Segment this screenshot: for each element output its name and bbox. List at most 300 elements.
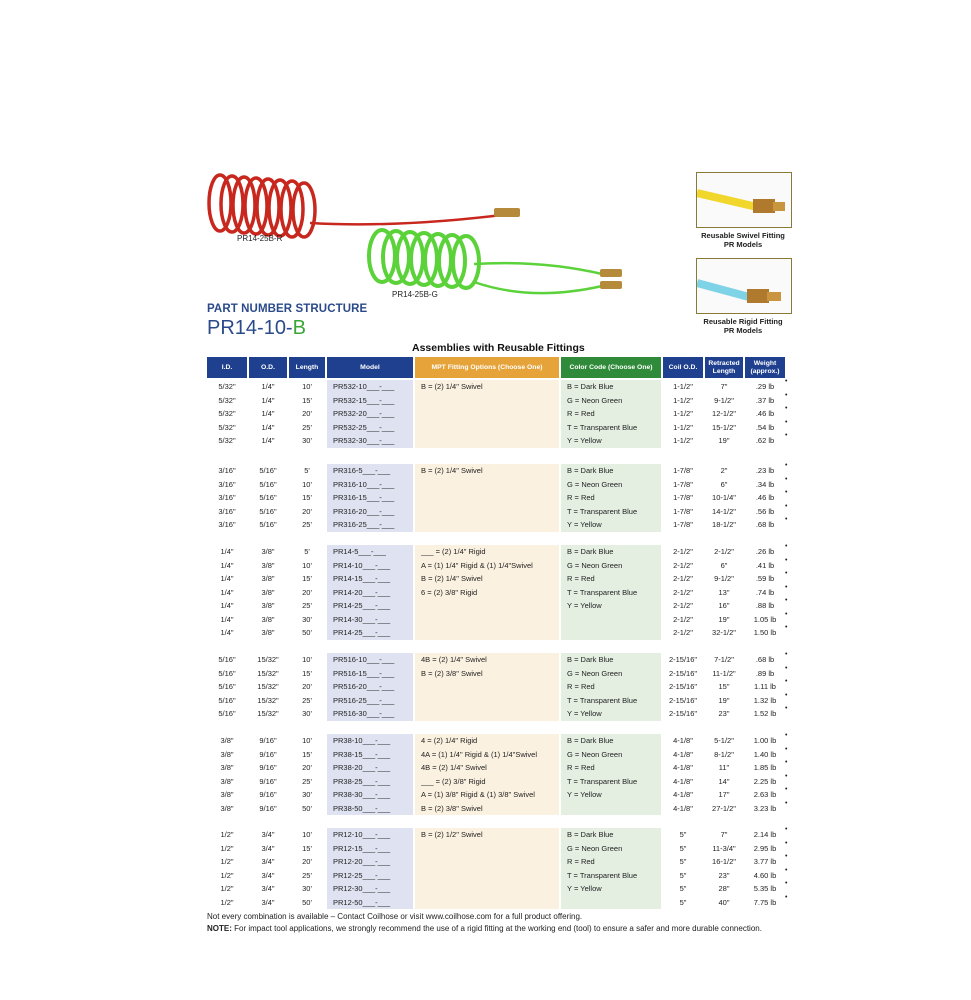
cell-coil: 1-1/2": [673, 382, 693, 391]
cell-retracted: 23": [718, 709, 730, 718]
cell-weight: 1.85 lb: [753, 763, 777, 772]
table-group: [207, 828, 789, 909]
cell-model: PR38-25___-___: [327, 775, 413, 789]
cell-model: PR316-5___-___: [327, 464, 413, 478]
cell-length: 20': [302, 763, 312, 772]
cell-od: 9/16": [259, 749, 277, 759]
table-row: [207, 664, 789, 681]
cell-id: 5/16": [218, 682, 236, 691]
cell-coil: 2-1/2": [673, 628, 693, 637]
row-marker: •: [785, 597, 788, 604]
table-row: [207, 893, 789, 910]
table-row: [207, 502, 789, 519]
cell-weight: 1.00 lb: [753, 736, 777, 745]
color-option: G = Neon Green: [567, 668, 623, 678]
cell-od: 9/16": [259, 763, 277, 772]
cell-length: 5': [304, 547, 310, 556]
cell-id: 5/32": [218, 395, 236, 405]
cell-coil: 4-1/8": [673, 776, 693, 786]
cell-coil: 4-1/8": [673, 790, 693, 799]
row-marker: •: [785, 826, 788, 833]
cell-id: 3/16": [218, 466, 236, 475]
col-header-retracted: Retracted Length: [705, 357, 743, 378]
cell-coil: 2-1/2": [673, 601, 693, 610]
row-marker: •: [785, 745, 788, 753]
mpt-option: B = (2) 1/2" Swivel: [421, 830, 483, 839]
cell-length: 25': [302, 870, 312, 880]
color-option: B = Dark Blue: [567, 655, 614, 664]
cell-model: PR516-25___-___: [327, 694, 413, 708]
color-option: G = Neon Green: [567, 395, 623, 405]
row-marker: •: [785, 799, 788, 807]
cell-model: PR316-25___-___: [327, 518, 413, 532]
cell-id: 3/8": [220, 776, 234, 786]
table-row: [207, 626, 789, 640]
cell-retracted: 2": [720, 466, 728, 475]
row-marker: •: [785, 691, 788, 699]
row-marker: •: [785, 475, 788, 483]
cell-coil: 4-1/8": [673, 803, 693, 813]
cell-coil: 5": [679, 857, 687, 866]
table-row: [207, 882, 789, 896]
table-row: [207, 866, 789, 883]
color-option: T = Transparent Blue: [567, 506, 638, 516]
cell-coil: 5": [679, 870, 687, 880]
cell-coil: 1-1/2": [673, 409, 693, 418]
availability-note: Not every combination is available – Contact Coilhose or visit www.coilhose.com for a full product offering.: [207, 912, 583, 921]
table-row: [207, 761, 789, 775]
cell-model: PR316-10___-___: [327, 478, 413, 492]
cell-length: 30': [302, 709, 312, 718]
row-marker: •: [785, 705, 788, 712]
table-row: [207, 653, 789, 667]
row-marker: •: [785, 378, 788, 385]
cell-coil: 2-1/2": [673, 560, 693, 570]
cell-length: 15': [302, 668, 312, 678]
col-header-od: O.D.: [249, 357, 287, 378]
cell-length: 50': [302, 803, 312, 813]
cell-weight: 1.32 lb: [753, 695, 777, 705]
cell-retracted: 5-1/2": [714, 736, 734, 745]
mpt-option: 4B = (2) 1/4" Swivel: [421, 655, 487, 664]
cell-retracted: 6": [720, 560, 728, 570]
cell-id: 5/32": [218, 436, 236, 445]
cell-od: 15/32": [257, 655, 279, 664]
col-header-id: I.D.: [207, 357, 247, 378]
cell-retracted: 27-1/2": [712, 803, 736, 813]
cell-retracted: 14-1/2": [712, 506, 736, 516]
cell-coil: 2-15/16": [668, 655, 698, 664]
row-marker: •: [785, 893, 788, 901]
mpt-option: 4 = (2) 1/4" Rigid: [421, 736, 478, 745]
row-marker: •: [785, 502, 788, 510]
cell-model: PR14-5___-___: [327, 545, 413, 559]
col-header-weight: Weight (approx.): [745, 357, 785, 378]
cell-length: 15': [302, 395, 312, 405]
row-marker: •: [785, 583, 788, 591]
cell-od: 3/4": [261, 843, 275, 853]
row-marker: •: [785, 664, 788, 672]
col-header-mpt: MPT Fitting Options (Choose One): [415, 357, 559, 378]
cell-weight: 1.11 lb: [754, 682, 776, 691]
cell-model: PR532-15___-___: [327, 394, 413, 408]
cell-model: PR532-10___-___: [327, 380, 413, 394]
cell-od: 15/32": [257, 682, 279, 691]
cell-model: PR38-10___-___: [327, 734, 413, 748]
cell-model: PR532-25___-___: [327, 421, 413, 435]
cell-retracted: 18-1/2": [712, 520, 736, 529]
cell-coil: 1-1/2": [673, 436, 693, 445]
green-hose-label: PR14-25B-G: [392, 290, 438, 299]
cell-retracted: 16": [718, 601, 730, 610]
cell-coil: 5": [679, 830, 687, 839]
cell-id: 5/16": [218, 668, 236, 678]
cell-retracted: 9-1/2": [714, 574, 734, 583]
cell-od: 15/32": [257, 668, 279, 678]
cell-weight: .74 lb: [755, 587, 775, 597]
cell-retracted: 10-1/4": [712, 493, 736, 502]
cell-length: 10': [302, 655, 312, 664]
row-marker: •: [785, 543, 788, 550]
cell-id: 1/4": [220, 587, 234, 597]
cell-retracted: 15-1/2": [712, 422, 736, 432]
cell-od: 3/4": [261, 870, 275, 880]
cell-coil: 1-1/2": [673, 395, 693, 405]
row-marker: •: [785, 489, 788, 496]
cell-coil: 2-15/16": [668, 695, 698, 705]
cell-weight: .46 lb: [755, 409, 775, 418]
cell-length: 25': [302, 776, 312, 786]
table-row: [207, 734, 789, 748]
mpt-option: ___ = (2) 1/4" Rigid: [421, 547, 486, 556]
cell-od: 15/32": [257, 709, 279, 718]
cell-model: PR14-30___-___: [327, 613, 413, 627]
cell-id: 5/16": [218, 695, 236, 705]
cell-length: 30': [302, 436, 312, 445]
cell-model: PR14-10___-___: [327, 559, 413, 573]
cell-weight: .56 lb: [755, 506, 775, 516]
table-row: [207, 680, 789, 694]
cell-retracted: 19": [718, 695, 730, 705]
cell-id: 3/8": [220, 736, 234, 745]
cell-id: 1/2": [220, 843, 234, 853]
cell-id: 1/4": [220, 547, 234, 556]
row-marker: •: [785, 759, 788, 766]
cell-id: 1/4": [220, 628, 234, 637]
table-row: [207, 707, 789, 721]
table-row: [207, 839, 789, 856]
cell-retracted: 23": [718, 870, 730, 880]
cell-weight: 7.75 lb: [753, 897, 777, 907]
cell-coil: 2-1/2": [673, 574, 693, 583]
cell-model: PR38-20___-___: [327, 761, 413, 775]
cell-retracted: 11-3/4": [712, 843, 736, 853]
cell-coil: 4-1/8": [673, 749, 693, 759]
cell-retracted: 32-1/2": [712, 628, 736, 637]
swivel-fitting-caption: Reusable Swivel Fitting PR Models: [701, 231, 785, 249]
cell-weight: .59 lb: [755, 574, 775, 583]
cell-weight: 3.23 lb: [753, 803, 777, 813]
table-title: Assemblies with Reusable Fittings: [412, 342, 585, 354]
cell-coil: 1-7/8": [673, 493, 693, 502]
cell-od: 1/4": [261, 395, 275, 405]
cell-coil: 4-1/8": [673, 736, 693, 745]
cell-length: 25': [302, 520, 312, 529]
impact-tool-note: NOTE: For impact tool applications, we strongly recommend the use of a rigid fitting at the working end (tool) to ensure a safer and more durable connection.: [207, 924, 762, 933]
table-row: [207, 518, 789, 532]
table-group: [207, 734, 789, 815]
cell-od: 3/8": [261, 547, 275, 556]
cell-coil: 2-1/2": [673, 614, 693, 624]
cell-weight: .62 lb: [755, 436, 775, 445]
cell-id: 1/2": [220, 870, 234, 880]
table-row: [207, 391, 789, 408]
color-option: Y = Yellow: [567, 709, 602, 718]
color-option: G = Neon Green: [567, 479, 623, 489]
cell-length: 10': [302, 736, 312, 745]
cell-od: 5/16": [259, 506, 277, 516]
row-marker: •: [785, 405, 788, 412]
cell-od: 9/16": [259, 790, 277, 799]
table-row: [207, 788, 789, 802]
mpt-option: 4B = (2) 1/4" Swivel: [421, 763, 487, 772]
color-option: B = Dark Blue: [567, 736, 614, 745]
cell-retracted: 17": [718, 790, 730, 799]
cell-id: 1/2": [220, 897, 234, 907]
cell-od: 1/4": [261, 436, 275, 445]
cell-od: 3/4": [261, 857, 275, 866]
table-row: [207, 464, 789, 478]
table-row: [207, 380, 789, 394]
color-option: R = Red: [567, 857, 595, 866]
cell-length: 30': [302, 614, 312, 624]
mpt-option: 6 = (2) 3/8" Rigid: [421, 587, 478, 597]
cell-weight: .54 lb: [755, 422, 775, 432]
table-row: [207, 572, 789, 586]
cell-od: 5/16": [259, 520, 277, 529]
color-option: T = Transparent Blue: [567, 587, 638, 597]
cell-weight: .26 lb: [755, 547, 775, 556]
cell-id: 1/4": [220, 574, 234, 583]
cell-od: 3/4": [261, 897, 275, 907]
cell-model: PR12-25___-___: [327, 869, 413, 883]
cell-retracted: 2-1/2": [714, 547, 734, 556]
color-option: R = Red: [567, 493, 595, 502]
cell-model: PR38-50___-___: [327, 802, 413, 816]
color-option: G = Neon Green: [567, 560, 623, 570]
table-row: [207, 772, 789, 789]
cell-model: PR516-10___-___: [327, 653, 413, 667]
cell-model: PR12-50___-___: [327, 896, 413, 910]
table-row: [207, 828, 789, 842]
cell-coil: 1-7/8": [673, 466, 693, 475]
color-option: B = Dark Blue: [567, 547, 614, 556]
cell-length: 20': [302, 587, 312, 597]
color-option: T = Transparent Blue: [567, 776, 638, 786]
cell-od: 9/16": [259, 736, 277, 745]
cell-od: 3/8": [261, 628, 275, 637]
col-header-coil: Coil O.D.: [663, 357, 703, 378]
cell-length: 10': [302, 830, 312, 839]
cell-length: 50': [302, 628, 312, 637]
cell-od: 5/16": [259, 493, 277, 502]
cell-id: 1/4": [220, 614, 234, 624]
cell-coil: 5": [679, 897, 687, 907]
table-row: [207, 855, 789, 869]
cell-length: 25': [302, 422, 312, 432]
row-marker: •: [785, 880, 788, 887]
cell-retracted: 15": [718, 682, 730, 691]
cell-length: 15': [302, 574, 312, 583]
cell-retracted: 9-1/2": [714, 395, 734, 405]
color-option: T = Transparent Blue: [567, 422, 638, 432]
cell-model: PR516-15___-___: [327, 667, 413, 681]
row-marker: •: [785, 610, 788, 618]
table-row: [207, 583, 789, 600]
table-row: [207, 407, 789, 421]
color-option: Y = Yellow: [567, 520, 602, 529]
cell-id: 5/16": [218, 655, 236, 664]
cell-id: 5/32": [218, 409, 236, 418]
table-group: [207, 653, 789, 721]
row-marker: •: [785, 516, 788, 523]
cell-length: 10': [302, 479, 312, 489]
cell-length: 30': [302, 790, 312, 799]
table-group: [207, 464, 789, 532]
cell-retracted: 11": [718, 763, 730, 772]
cell-weight: 1.50 lb: [753, 628, 777, 637]
row-marker: •: [785, 418, 788, 426]
color-option: T = Transparent Blue: [567, 870, 638, 880]
color-option: Y = Yellow: [567, 601, 602, 610]
cell-coil: 2-15/16": [668, 668, 698, 678]
cell-model: PR12-15___-___: [327, 842, 413, 856]
cell-od: 3/8": [261, 560, 275, 570]
color-option: G = Neon Green: [567, 749, 623, 759]
mpt-option: B = (2) 3/8" Swivel: [421, 668, 483, 678]
cell-model: PR14-25___-___: [327, 599, 413, 613]
cell-coil: 1-7/8": [673, 479, 693, 489]
part-number-structure-title: PART NUMBER STRUCTURE: [207, 303, 368, 315]
cell-model: PR12-30___-___: [327, 882, 413, 896]
table-row: [207, 610, 789, 627]
cell-id: 1/4": [220, 601, 234, 610]
cell-length: 20': [302, 409, 312, 418]
cell-retracted: 19": [718, 614, 730, 624]
cell-coil: 1-1/2": [673, 422, 693, 432]
color-option: R = Red: [567, 409, 595, 418]
cell-weight: .89 lb: [755, 668, 775, 678]
color-option: Y = Yellow: [567, 790, 602, 799]
table-row: [207, 545, 789, 559]
row-marker: •: [785, 678, 788, 685]
cell-id: 5/32": [218, 422, 236, 432]
color-option: R = Red: [567, 574, 595, 583]
cell-coil: 2-1/2": [673, 587, 693, 597]
row-marker: •: [785, 570, 788, 577]
cell-weight: .68 lb: [755, 655, 775, 664]
cell-id: 1/2": [220, 857, 234, 866]
row-marker: •: [785, 556, 788, 564]
cell-length: 10': [302, 382, 312, 391]
cell-model: PR12-20___-___: [327, 855, 413, 869]
cell-id: 1/2": [220, 830, 234, 839]
mpt-option: ___ = (2) 3/8" Rigid: [421, 776, 486, 786]
cell-retracted: 12-1/2": [712, 409, 736, 418]
mpt-option: A = (1) 1/4" Rigid & (1) 1/4"Swivel: [421, 560, 533, 570]
color-option: T = Transparent Blue: [567, 695, 638, 705]
cell-retracted: 7": [720, 830, 728, 839]
cell-weight: 1.52 lb: [753, 709, 777, 718]
cell-weight: .46 lb: [755, 493, 775, 502]
cell-retracted: 7-1/2": [714, 655, 734, 664]
cell-retracted: 19": [718, 436, 730, 445]
cell-weight: 5.35 lb: [753, 884, 777, 893]
row-marker: •: [785, 651, 788, 658]
cell-retracted: 16-1/2": [712, 857, 736, 866]
cell-id: 3/8": [220, 763, 234, 772]
cell-length: 25': [302, 695, 312, 705]
row-marker: •: [785, 462, 788, 469]
cell-coil: 4-1/8": [673, 763, 693, 772]
cell-length: 25': [302, 601, 312, 610]
cell-model: PR316-15___-___: [327, 491, 413, 505]
cell-weight: .29 lb: [755, 382, 775, 391]
cell-od: 5/16": [259, 466, 277, 475]
table-row: [207, 556, 789, 573]
table-row: [207, 491, 789, 505]
cell-coil: 2-1/2": [673, 547, 693, 556]
cell-model: PR38-15___-___: [327, 748, 413, 762]
color-option: R = Red: [567, 682, 595, 691]
cell-coil: 5": [679, 843, 687, 853]
cell-id: 3/16": [218, 520, 236, 529]
cell-weight: .41 lb: [755, 560, 775, 570]
table-row: [207, 475, 789, 492]
mpt-option: 4A = (1) 1/4" Rigid & (1) 1/4"Swivel: [421, 749, 538, 759]
cell-od: 1/4": [261, 422, 275, 432]
cell-id: 1/2": [220, 884, 234, 893]
cell-coil: 1-7/8": [673, 520, 693, 529]
cell-retracted: 8-1/2": [714, 749, 734, 759]
cell-od: 5/16": [259, 479, 277, 489]
cell-id: 3/8": [220, 803, 234, 813]
cell-od: 3/4": [261, 830, 275, 839]
cell-weight: .23 lb: [755, 466, 775, 475]
part-number-example: PR14-10-B: [207, 317, 306, 339]
cell-od: 1/4": [261, 382, 275, 391]
cell-weight: .68 lb: [755, 520, 775, 529]
row-marker: •: [785, 772, 788, 780]
cell-weight: .34 lb: [755, 479, 775, 489]
table-row: [207, 799, 789, 816]
cell-coil: 2-15/16": [668, 682, 698, 691]
color-option: B = Dark Blue: [567, 830, 614, 839]
row-marker: •: [785, 866, 788, 874]
cell-od: 9/16": [259, 803, 277, 813]
cell-model: PR316-20___-___: [327, 505, 413, 519]
cell-length: 20': [302, 506, 312, 516]
color-option: B = Dark Blue: [567, 466, 614, 475]
cell-model: PR14-25___-___: [327, 626, 413, 640]
cell-id: 3/16": [218, 506, 236, 516]
cell-coil: 1-7/8": [673, 506, 693, 516]
cell-length: 15': [302, 843, 312, 853]
cell-od: 9/16": [259, 776, 277, 786]
rigid-fitting-image: [696, 258, 792, 314]
cell-length: 20': [302, 682, 312, 691]
cell-weight: 2.25 lb: [753, 776, 777, 786]
